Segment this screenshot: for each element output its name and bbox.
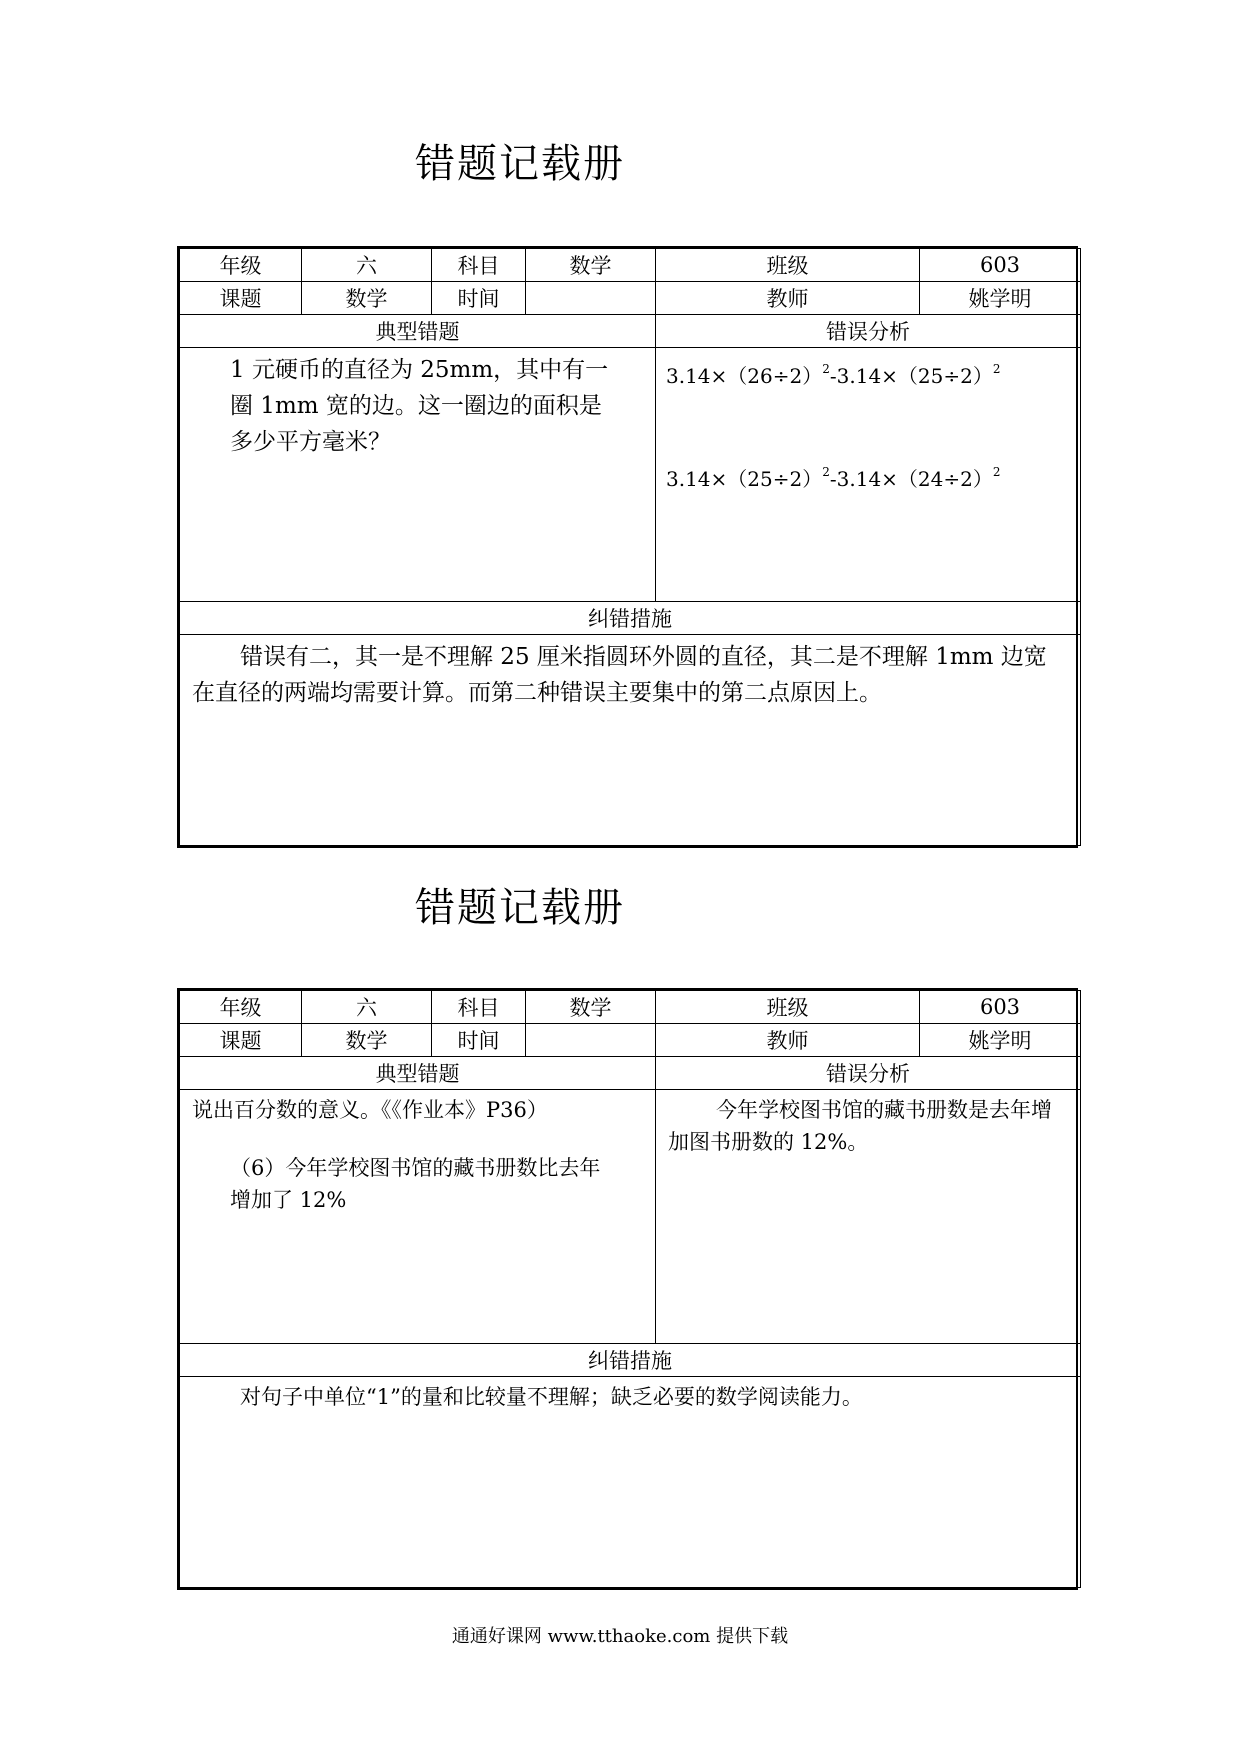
correction-header: 纠错措施 bbox=[180, 1344, 1081, 1377]
footer-credit: 通通好课网 www.tthaoke.com 提供下载 bbox=[451, 1626, 789, 1647]
correction-header: 纠错措施 bbox=[180, 602, 1081, 635]
subject-label: 科目 bbox=[432, 249, 526, 282]
grade-label: 年级 bbox=[180, 991, 302, 1024]
correction-cell bbox=[180, 1377, 1081, 1588]
record-2-table bbox=[177, 988, 1078, 1590]
correction-text: 错误有二，其一是不理解 25 厘米指圆环外圆的直径，其二是不理解 1mm 边宽在直径的两端均需要计算。而第二种错误主要集中的第二点原因上。 bbox=[192, 644, 1047, 706]
subject-value: 数学 bbox=[526, 249, 656, 282]
problem-line: 圈 1mm 宽的边。这一圈边的面积是 bbox=[230, 393, 602, 419]
analysis-formula-2: $3.14\times(25\div 2)^2-3.14\times(24\div 2)^2$ bbox=[666, 465, 1001, 491]
record-2-title: 错题记载册 bbox=[415, 885, 625, 931]
problem-line: 1 元硬币的直径为 25mm，其中有一 bbox=[230, 357, 609, 383]
class-label: 班级 bbox=[656, 249, 920, 282]
class-value: 603 bbox=[920, 991, 1081, 1024]
error-analysis-cell bbox=[656, 1090, 1081, 1344]
error-analysis-header: 错误分析 bbox=[656, 1057, 1081, 1090]
grade-value: 六 bbox=[302, 249, 432, 282]
time-value bbox=[526, 282, 656, 315]
time-label: 时间 bbox=[432, 282, 526, 315]
correction-cell bbox=[180, 635, 1081, 846]
time-value bbox=[526, 1024, 656, 1057]
topic-label: 课题 bbox=[180, 282, 302, 315]
typical-error-cell bbox=[180, 348, 656, 602]
analysis-formula-1: $3.14\times(26\div 2)^2-3.14\times(25\div 2)^2$ bbox=[666, 362, 1001, 388]
typical-error-cell bbox=[180, 1090, 656, 1344]
topic-label: 课题 bbox=[180, 1024, 302, 1057]
class-value: 603 bbox=[920, 249, 1081, 282]
grade-value: 六 bbox=[302, 991, 432, 1024]
problem-line: 多少平方毫米？ bbox=[230, 429, 391, 455]
problem-line: （6）今年学校图书馆的藏书册数比去年 bbox=[230, 1156, 601, 1180]
typical-errors-header: 典型错题 bbox=[180, 1057, 656, 1090]
time-label: 时间 bbox=[432, 1024, 526, 1057]
record-1-title: 错题记载册 bbox=[415, 141, 625, 187]
teacher-value: 姚学明 bbox=[920, 1024, 1081, 1057]
teacher-label: 教师 bbox=[656, 282, 920, 315]
record-1-table bbox=[177, 246, 1078, 848]
error-analysis-cell bbox=[656, 348, 1081, 602]
analysis-text: 今年学校图书馆的藏书册数是去年增加图书册数的 12%。 bbox=[668, 1098, 1052, 1154]
class-label: 班级 bbox=[656, 991, 920, 1024]
topic-value: 数学 bbox=[302, 1024, 432, 1057]
grade-label: 年级 bbox=[180, 249, 302, 282]
problem-line: 说出百分数的意义。《《作业本》P36） bbox=[192, 1098, 548, 1122]
error-analysis-header: 错误分析 bbox=[656, 315, 1081, 348]
problem-line: 增加了 12% bbox=[230, 1188, 347, 1212]
teacher-value: 姚学明 bbox=[920, 282, 1081, 315]
topic-value: 数学 bbox=[302, 282, 432, 315]
correction-text: 对句子中单位“1”的量和比较量不理解；缺乏必要的数学阅读能力。 bbox=[240, 1385, 863, 1409]
subject-label: 科目 bbox=[432, 991, 526, 1024]
subject-value: 数学 bbox=[526, 991, 656, 1024]
typical-errors-header: 典型错题 bbox=[180, 315, 656, 348]
teacher-label: 教师 bbox=[656, 1024, 920, 1057]
